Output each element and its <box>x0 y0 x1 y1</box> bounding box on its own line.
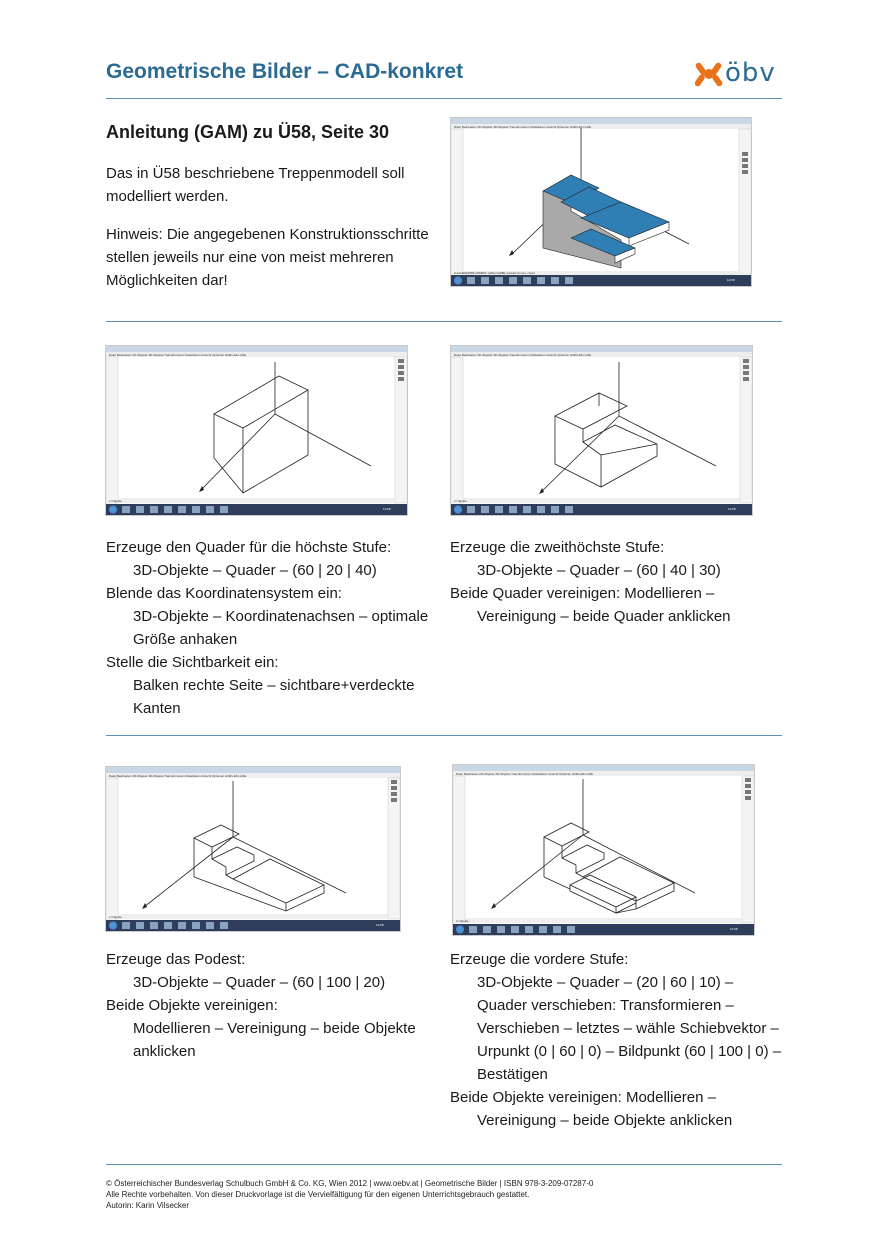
step2-line2: 3D-Objekte – Quader – (60 | 40 | 30) <box>477 562 721 579</box>
step1-line3: Blende das Koordinatensystem ein: <box>106 585 342 602</box>
footer-rule <box>106 1164 782 1165</box>
footer-rights: Alle Rechte vorbehalten. Von dieser Druckvorlage ist die Vervielfältigung für den eigenen Unterrichtsgebrauch gestattet. <box>106 1190 530 1199</box>
header-rule <box>106 98 782 99</box>
step3-instructions <box>106 948 436 1063</box>
status-bar: FLÄCHENFARBE ÄNDERN: wählen FARBE: Auswahl mit neu + Spezi <box>454 272 535 275</box>
intro-screenshot <box>450 117 752 287</box>
step3-line3: Beide Objekte vereinigen: <box>106 997 278 1014</box>
step2-instructions <box>450 536 785 628</box>
step1-screenshot <box>105 345 408 516</box>
intro-paragraph: Das in Ü58 beschriebene Treppenmodell soll modelliert werden. <box>106 165 405 205</box>
section-rule-2 <box>106 735 782 736</box>
oebv-logo <box>695 58 785 90</box>
step4-line2: 3D-Objekte – Quader – (20 | 60 | 10) – Quader verschieben: Transformieren – Verschieben – letztes – wähle Schiebvektor – Urpunkt (0 | 60 | 0) – Bildpunkt (60 | 100 | 0) – Bestätigen <box>477 974 782 1083</box>
step2-line4: Vereinigung – beide Quader anklicken <box>477 608 731 625</box>
step4-screenshot <box>452 764 755 936</box>
footer-copyright: © Österreichischer Bundesverlag Schulbuch GmbH & Co. KG, Wien 2012 | www.oebv.at | Geometrische Bilder | ISBN 978-3-209-07287-0 <box>106 1179 594 1188</box>
svg-text:Datei Bearbeiten 2D-Objekte: Datei Bearbeiten 2D-Objekte 3D-Objekte Transformieren Modellieren Ansicht Optionen HNRx-Ebn Hilfe <box>109 774 247 778</box>
svg-text:Datei Bearbeiten 2D-Objekte: Datei Bearbeiten 2D-Objekte 3D-Objekte Transformieren Modellieren Ansicht Optionen HNRx-Ebn Hilfe <box>454 353 592 357</box>
oebv-star-icon <box>695 58 725 90</box>
logo-text: öbv <box>725 58 776 88</box>
section-rule-1 <box>106 321 782 322</box>
svg-text:2 Objekte: 2 Objekte <box>109 499 122 503</box>
svg-text:12:08: 12:08 <box>728 507 736 511</box>
svg-text:2 Objekte: 2 Objekte <box>454 499 467 503</box>
step3-screenshot <box>105 766 401 932</box>
svg-text:12:08: 12:08 <box>376 923 384 927</box>
footer-author: Autorin: Karin Vilsecker <box>106 1201 189 1210</box>
page-title: Anleitung (GAM) zu Ü58, Seite 30 <box>106 122 390 142</box>
header-title: Geometrische Bilder – CAD-konkret <box>106 60 464 83</box>
step4-line3: Beide Objekte vereinigen: Modellieren – <box>450 1089 716 1106</box>
step1-line6: Balken rechte Seite – sichtbare+verdeckte Kanten <box>133 677 415 717</box>
footer <box>106 1178 593 1211</box>
step1-line5: Stelle die Sichtbarkeit ein: <box>106 654 279 671</box>
svg-text:12:08: 12:08 <box>383 507 391 511</box>
step4-line4: Vereinigung – beide Objekte anklicken <box>477 1112 733 1129</box>
step3-line2: 3D-Objekte – Quader – (60 | 100 | 20) <box>133 974 386 991</box>
menu-bar: Datei Bearbeiten 2D-Objekte 3D-Objekte Transformieren Modellieren Ansicht Optionen HNRx-Ebn Hilfe <box>454 125 592 129</box>
svg-text:2 Objekte: 2 Objekte <box>109 915 122 919</box>
svg-text:Datei Bearbeiten 2D-Objekte: Datei Bearbeiten 2D-Objekte 3D-Objekte Transformieren Modellieren Ansicht Optionen HNRx-Ebn Hilfe <box>456 772 594 776</box>
step3-line1: Erzeuge das Podest: <box>106 951 246 968</box>
step1-line2: 3D-Objekte – Quader – (60 | 20 | 40) <box>133 562 377 579</box>
step3-line4: Modellieren – Vereinigung – beide Objekte anklicken <box>133 1020 416 1060</box>
svg-text:Datei Bearbeiten 2D-Objekte: Datei Bearbeiten 2D-Objekte 3D-Objekte Transformieren Modellieren Ansicht Optionen HNRx-Ebn Hilfe <box>109 353 247 357</box>
step2-screenshot <box>450 345 753 516</box>
step1-instructions <box>106 536 436 720</box>
svg-text:12:08: 12:08 <box>727 278 735 282</box>
hint-paragraph: Hinweis: Die angegebenen Konstruktionsschritte stellen jeweils nur eine von meist mehreren Möglichkeiten dar! <box>106 226 429 289</box>
svg-text:2 Objekte: 2 Objekte <box>456 919 469 923</box>
step2-line1: Erzeuge die zweithöchste Stufe: <box>450 539 665 556</box>
step4-instructions <box>450 948 786 1132</box>
step1-line4: 3D-Objekte – Koordinatenachsen – optimale Größe anhaken <box>133 608 429 648</box>
step2-line3: Beide Quader vereinigen: Modellieren – <box>450 585 715 602</box>
svg-text:12:08: 12:08 <box>730 927 738 931</box>
step4-line1: Erzeuge die vordere Stufe: <box>450 951 629 968</box>
step1-line1: Erzeuge den Quader für die höchste Stufe: <box>106 539 392 556</box>
